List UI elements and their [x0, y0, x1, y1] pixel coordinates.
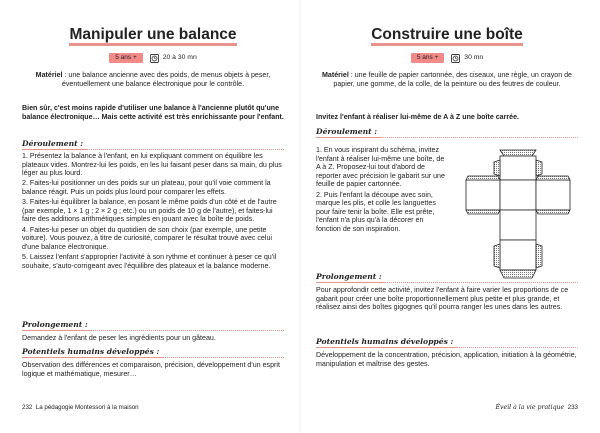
intro-text: Bien sûr, c'est moins rapide d'utiliser une balance à l'ancienne plutôt qu'une balance électronique… Mais cette activité est très enrichissante pour l'enfant.: [22, 104, 284, 121]
potentiels-heading: Potentiels humains développés :: [22, 347, 284, 358]
left-page: [22, 0, 284, 433]
page-number: 232: [22, 404, 33, 411]
page-title: Construire une boîte: [316, 26, 578, 44]
age-badge: 5 ans +: [411, 53, 445, 63]
page-title: Manipuler une balance: [22, 26, 284, 44]
deroulement-heading: Déroulement :: [316, 127, 578, 138]
materiel-label: Matériel: [35, 71, 63, 79]
materiel-box: [22, 71, 284, 88]
clock-icon: [150, 54, 159, 63]
clock-icon: [451, 54, 460, 63]
right-page: [316, 0, 578, 433]
prolongement-text: Pour approfondir cette activité, invitez l'enfant à faire varier les proportions de ce gabarit pour créer une boîte proportionnellement plus petite et plus grande, et réalisez ainsi des boîtes gigognes qu'il pourra ranger les unes dans les autres.: [316, 286, 569, 312]
materiel-text: : une balance ancienne avec des poids, de menus objets à peser, éventuellement une balance électronique pour le contrôle.: [61, 71, 271, 88]
step-2: 2. Puis l'enfant la découpe avec soin, marque les plis, et colle les languettes pour faire tenir la boîte. Elle est prête, l'enfant n'a plus qu'à la décorer en fonction de son inspiration.: [316, 190, 436, 233]
step-2: 2. Faites-lui positionner un des poids sur un plateau, pour qu'il voie comment la balance réagit. Puis un poids plus lourd pour comparer les effets.: [22, 179, 271, 196]
age-badge: 5 ans +: [109, 53, 143, 63]
gutter: [299, 0, 301, 433]
activity-meta: [316, 53, 578, 65]
potentiels-heading: Potentiels humains développés :: [316, 337, 578, 348]
deroulement-heading: Déroulement :: [22, 139, 284, 150]
page-footer: [22, 404, 139, 413]
duration: 30 mn: [464, 53, 484, 61]
steps-list: [22, 152, 284, 272]
page-number: 233: [567, 404, 578, 411]
running-title: Éveil à la vie pratique: [495, 404, 565, 411]
step-3: 3. Faites-lui équilibrer la balance, en posant le même poids d'un côté et de l'autre (par exemple, 1 × 1 g ; 2 × 2 g ; etc.) ou un poids de 10 g de l'autre), et faites-lui faire des additions arithmétiques simples en jouant avec la boîte de poids.: [22, 198, 277, 224]
prolongement-heading: Prolongement :: [22, 320, 284, 331]
prolongement-text: Demandez à l'enfant de peser les ingrédients pour un gâteau.: [22, 334, 216, 342]
materiel-box: [316, 71, 578, 88]
activity-meta: [22, 53, 284, 65]
step-4: 4. Faites-lui peser un objet du quotidien de son choix (par exemple, une petite voiture). Vous pouvez, à titre de curiosité, comparer le résultat trouvé avec celui d'une balance électronique.: [22, 225, 272, 251]
potentiels-text: Développement de la concentration, précision, application, initiation à la géométrie, manipulation et maîtrise des gestes.: [316, 351, 577, 368]
duration: 20 à 30 mn: [162, 53, 197, 61]
step-5: 5. Laissez l'enfant s'approprier l'activité à son rythme et continuer à peser ce qu'il souhaite, s'auto-corrigeant avec l'équilibre des plateaux et la balance moderne.: [22, 252, 277, 270]
prolongement-heading: Prolongement :: [316, 272, 578, 283]
potentiels-text: Observation des différences et comparaison, précision, développement d'un esprit logique et mathématique, mesurer…: [22, 361, 280, 378]
materiel-label: Matériel: [321, 71, 349, 79]
step-1: 1. Présentez la balance à l'enfant, en lui expliquant comment on équilibre les plateaux vides. Montrez-lui les poids, en les lui faisant peser dans sa main, du plus léger au plus lourd.: [22, 152, 282, 178]
running-title: La pédagogie Montessori à la maison: [35, 404, 139, 411]
intro-text: Invitez l'enfant à réaliser lui-même de A à Z une boîte carrée.: [316, 113, 520, 121]
page-footer: [316, 404, 578, 413]
materiel-text: : une feuille de papier cartonnée, des ciseaux, une règle, un crayon de papier, une gomme, de la colle, de la peinture ou des feutres de couleur.: [333, 71, 573, 88]
step-1: 1. En vous inspirant du schéma, invitez l'enfant à réaliser lui-même une boîte, de A à Z. Proposez-lui tout d'abord de reporter avec précision le gabarit sur une feuille de papier cartonnée.: [316, 146, 445, 189]
